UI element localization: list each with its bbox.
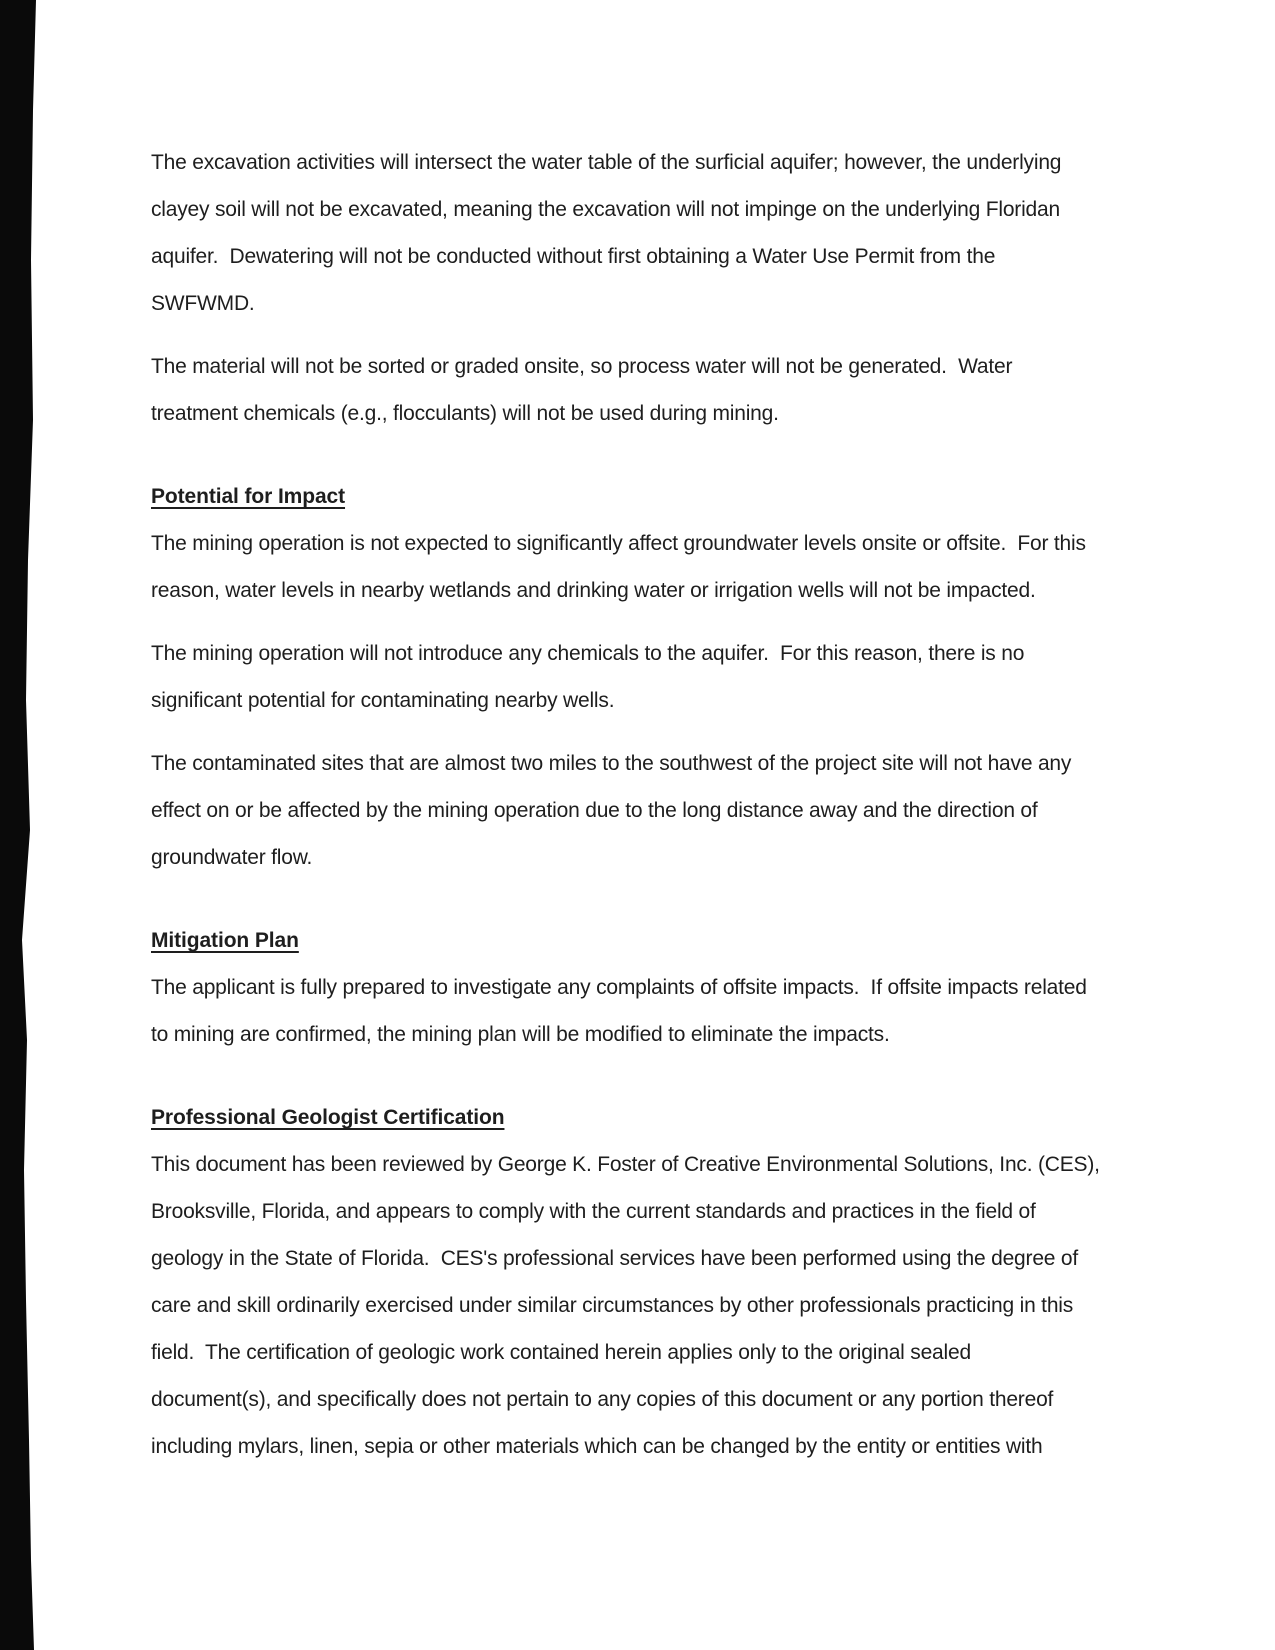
paragraph-aquifer-chemicals (151, 630, 1151, 724)
text-line: groundwater flow. (151, 846, 313, 869)
paragraph-mitigation-plan (151, 964, 1151, 1058)
text-line: The material will not be sorted or graded onsite, so process water will not be generated. Water (151, 355, 1013, 378)
text-line: field. The certification of geologic work contained herein applies only to the original sealed (151, 1341, 971, 1364)
text-line: significant potential for contaminating nearby wells. (151, 689, 615, 712)
text-line: care and skill ordinarily exercised under similar circumstances by other professionals practicing in this (151, 1294, 1074, 1317)
text-line: treatment chemicals (e.g., flocculants) will not be used during mining. (151, 402, 779, 425)
heading-potential-for-impact: Potential for Impact (151, 485, 346, 508)
text-line: reason, water levels in nearby wetlands and drinking water or irrigation wells will not be impacted. (151, 579, 1036, 602)
text-line: This document has been reviewed by George K. Foster of Creative Environmental Solutions, Inc. (CES), (151, 1153, 1100, 1176)
text-line: The applicant is fully prepared to investigate any complaints of offsite impacts. If offsite impacts related (151, 976, 1087, 999)
paragraph-excavation-activities (151, 139, 1151, 327)
paragraph-material-processing (151, 343, 1151, 437)
text-line: SWFWMD. (151, 292, 255, 315)
text-line: effect on or be affected by the mining operation due to the long distance away and the direction of (151, 799, 1038, 822)
text-line: The excavation activities will intersect the water table of the surficial aquifer; however, the underlying (151, 151, 1062, 174)
text-line: The mining operation will not introduce any chemicals to the aquifer. For this reason, there is no (151, 642, 1025, 665)
text-line: document(s), and specifically does not pertain to any copies of this document or any portion thereof (151, 1388, 1054, 1411)
text-line: to mining are confirmed, the mining plan will be modified to eliminate the impacts. (151, 1023, 890, 1046)
text-line: aquifer. Dewatering will not be conducted without first obtaining a Water Use Permit from the (151, 245, 996, 268)
text-line: The mining operation is not expected to significantly affect groundwater levels onsite or offsite. For this (151, 532, 1086, 555)
paragraph-geologist-certification (151, 1141, 1151, 1470)
text-line: including mylars, linen, sepia or other materials which can be changed by the entity or entities with (151, 1435, 1043, 1458)
document-content (151, 139, 1151, 1486)
text-line: Brooksville, Florida, and appears to comply with the current standards and practices in the field of (151, 1200, 1036, 1223)
scan-edge-artifact (0, 0, 40, 1650)
heading-mitigation-plan: Mitigation Plan (151, 929, 299, 952)
paragraph-contaminated-sites (151, 740, 1151, 881)
text-line: geology in the State of Florida. CES's professional services have been performed using the degree of (151, 1247, 1079, 1270)
paragraph-groundwater-levels (151, 520, 1151, 614)
heading-professional-geologist-certification: Professional Geologist Certification (151, 1106, 505, 1129)
text-line: The contaminated sites that are almost two miles to the southwest of the project site will not have any (151, 752, 1072, 775)
text-line: clayey soil will not be excavated, meaning the excavation will not impinge on the underlying Floridan (151, 198, 1060, 221)
